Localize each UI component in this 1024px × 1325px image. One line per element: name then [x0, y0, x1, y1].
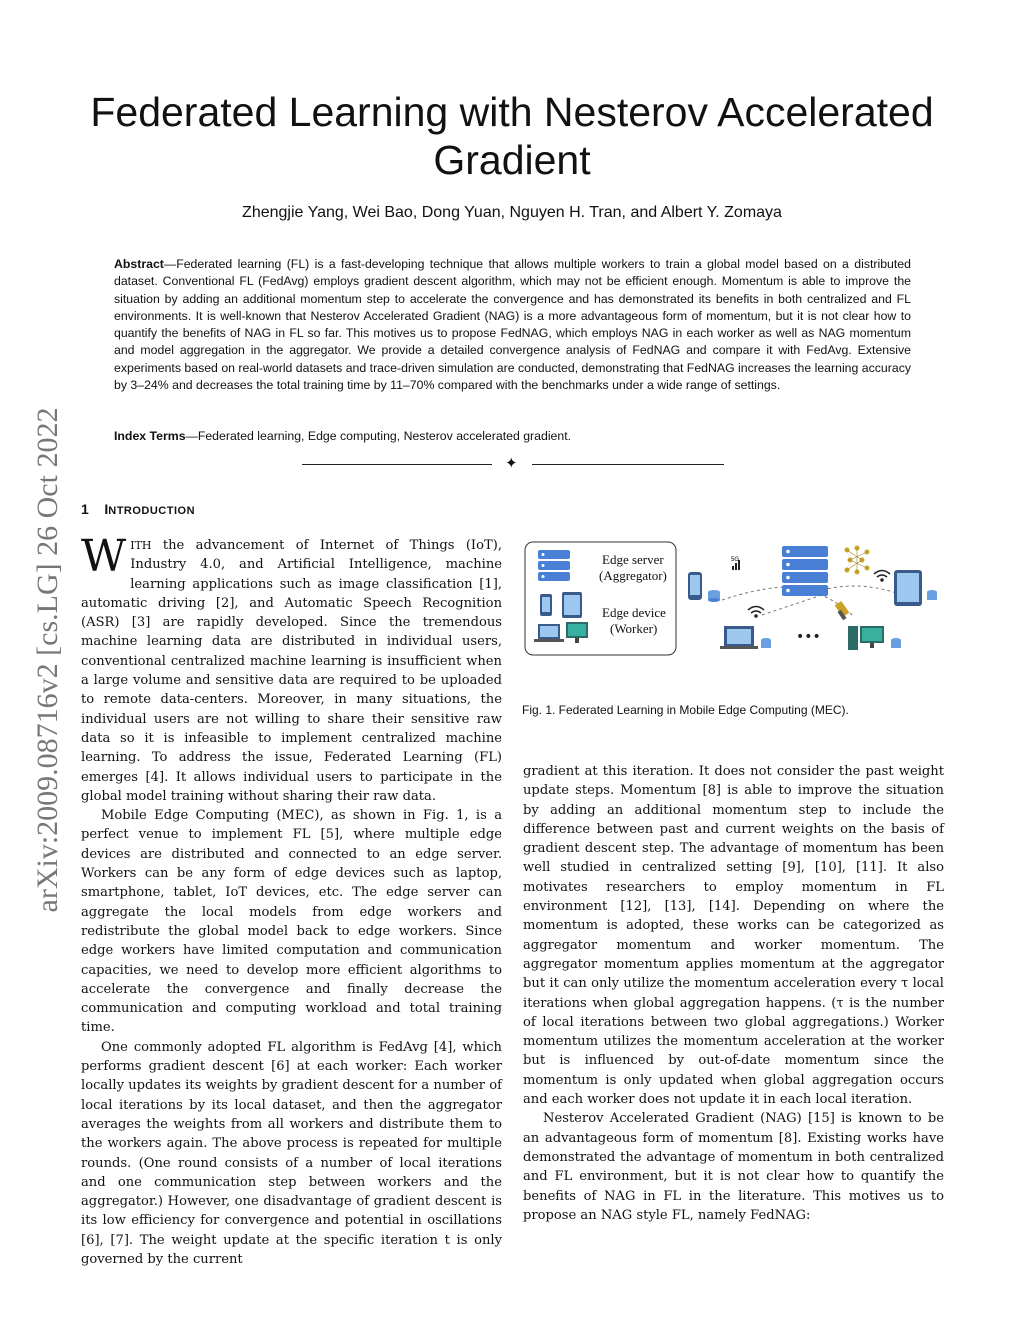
paragraph-4: gradient at this iteration. It does not consider the past weight update steps. Momentum [8] is able to improve the situation by adding an additional momentum step to include the difference between past and current weights on the basis of gradient descent step. The advantage of momentum has been well studied in centralized setting [9], [10], [11]. It also motivates researchers to employ momentum in FL environment [12], [13], [14]. Depending on where the momentum is adopted, these works can be categorized as aggregator momentum and worker momentum. The aggregator momentum applies momentum at the aggregator but it can only utilize the momentum acceleration every τ local iterations when global aggregation happens. (τ is the number of local iterations between two global aggregations.) Worker momentum utilizes the momentum acceleration at the worker but is influenced by out-of-date momentum since the momentum is only updated when global aggregation occurs and each worker does not update it in each local iteration. — [523, 764, 944, 1108]
figure-mec-diagram — [522, 540, 944, 660]
paragraph-1-text: the advancement of Internet of Things (IoT), Industry 4.0, and Artificial Intelligence, machine learning applications such as image classification [1], automatic driving [2], and Automatic Speech Recognition (ASR) [3] are rapidly developed. Since the tremendous machine learning data are distributed in individual users, conventional centralized machine learning is insufficient when a large volume and sensitive data are required to be uploaded to remote data-centers. Moreover, in many situations, the individual users are not willing to share their sensitive raw data so it is infeasible to implement centralized machine learning. To address the issue, Federated Learning (FL) emerges [4]. It allows individual users to participate in the global model training without sharing their raw data. — [81, 538, 502, 804]
author-list: Zhengjie Yang, Wei Bao, Dong Yuan, Nguyen H. Tran, and Albert Y. Zomaya — [242, 204, 782, 221]
signal-label: 5G — [731, 557, 740, 563]
legend-device-label: Edge device — [602, 605, 666, 620]
paragraph-2: Mobile Edge Computing (MEC), as shown in Fig. 1, is a perfect venue to implement FL [5], where multiple edge devices are distributed and connected to an edge server. Workers can be any form of edge devices such as laptop, smartphone, tablet, IoT devices, etc. The edge server can aggregate the local models from edge workers and redistribute the global model back to edge workers. Since edge workers have limited computation and communication capacities, we need to develop more efficient algorithms to accelerate the convergence and finally decrease the communication and computing workload and total training time. — [81, 808, 502, 1036]
neural-network-icon — [845, 546, 870, 575]
separator-diamond-icon: ✦ — [505, 454, 518, 472]
drop-cap: W — [81, 531, 127, 582]
paragraph-5: Nesterov Accelerated Gradient (NAG) [15] is known to be an advantageous form of momentum [8]. Existing works have demonstrated the advantage of momentum in both centralized and FL environment, but it is not clear how to quantify the benefits of NAG in FL in the literature. This motives us to propose an NAG style FL, namely FedNAG: — [523, 1111, 944, 1223]
phone-worker-icon — [688, 572, 720, 602]
paragraph-1 — [81, 531, 502, 806]
separator-line-left — [302, 464, 492, 465]
desktop-worker-icon — [848, 626, 901, 650]
arxiv-stamp — [8, 360, 88, 960]
small-caps-lead: ITH — [130, 539, 152, 552]
wifi-icon-right — [874, 571, 890, 582]
paragraph-3: One commonly adopted FL algorithm is FedAvg [4], which performs gradient descent [6] at each worker: Each worker locally updates its weights by gradient descent for a number of local iterations by its local dataset, and then the aggregator averages the weights from all workers and distribute them to the workers again. The above process is repeated for multiple rounds. (One round consists of a number of local iterations and one communication step between workers and the aggregator.) However, one disadvantage of gradient descent is its low efficiency for convergence and potential in oscillations [6], [7]. The weight update at the specific iteration t is only governed by the current — [81, 1039, 502, 1267]
index-terms-text: —Federated learning, Edge computing, Nesterov accelerated gradient. — [185, 429, 572, 443]
paper-title: Federated Learning with Nesterov Accelerated Gradient — [90, 89, 934, 183]
abstract — [114, 256, 911, 394]
index-terms-label: Index Terms — [114, 429, 186, 443]
figure-caption: Fig. 1. Federated Learning in Mobile Edge Computing (MEC). — [522, 703, 849, 717]
legend-server-icon — [538, 550, 570, 581]
legend-device-sub: (Worker) — [610, 621, 658, 636]
abstract-text: —Federated learning (FL) is a fast-developing technique that allows multiple workers to train a global model based on a distributed dataset. Conventional FL (FedAvg) employs gradient descent algorithm, which may not be efficient enough. Momentum is able to improve the situation by adding an additional momentum step to accelerate the convergence and has demonstrated its benefits in both centralized and FL environments. It is well-known that Nesterov Accelerated Gradient (NAG) is a more advantageous form of momentum, but it is not clear how to quantify the benefits of NAG in FL so far. This motives us to propose FedNAG, which employs NAG in each worker as well as NAG momentum and model aggregation in the aggregator. We provide a detailed convergence analysis of FedNAG and compare it with FedAvg. Extensive experiments based on real-world datasets and trace-driven simulation are conducted, demonstrating that FedNAG increases the learning accuracy by 3–24% and decreases the total training time by 11–70% compared with the benchmarks under a wide range of settings. — [114, 257, 911, 393]
left-column — [81, 531, 502, 1269]
section-heading — [81, 501, 195, 517]
section-separator — [302, 454, 724, 472]
legend-server-label: Edge server — [602, 552, 664, 567]
abstract-label: Abstract — [114, 257, 164, 271]
legend-server-sub: (Aggregator) — [599, 568, 667, 583]
right-column — [523, 762, 944, 1225]
edge-server-icon — [782, 546, 828, 596]
tablet-worker-icon — [894, 570, 937, 606]
section-number: 1 — [81, 501, 89, 517]
separator-line-right — [532, 464, 724, 465]
wifi-icon-left — [748, 607, 764, 618]
more-workers-ellipsis: ••• — [796, 629, 821, 645]
section-title-initial: I — [104, 501, 109, 517]
5g-signal-icon — [731, 557, 740, 570]
index-terms — [114, 429, 911, 443]
laptop-worker-icon — [720, 626, 771, 649]
section-title-rest: NTRODUCTION — [108, 505, 196, 517]
arxiv-stamp-text: arXiv:2009.08716v2 [cs.LG] 26 Oct 2022 — [31, 407, 64, 913]
